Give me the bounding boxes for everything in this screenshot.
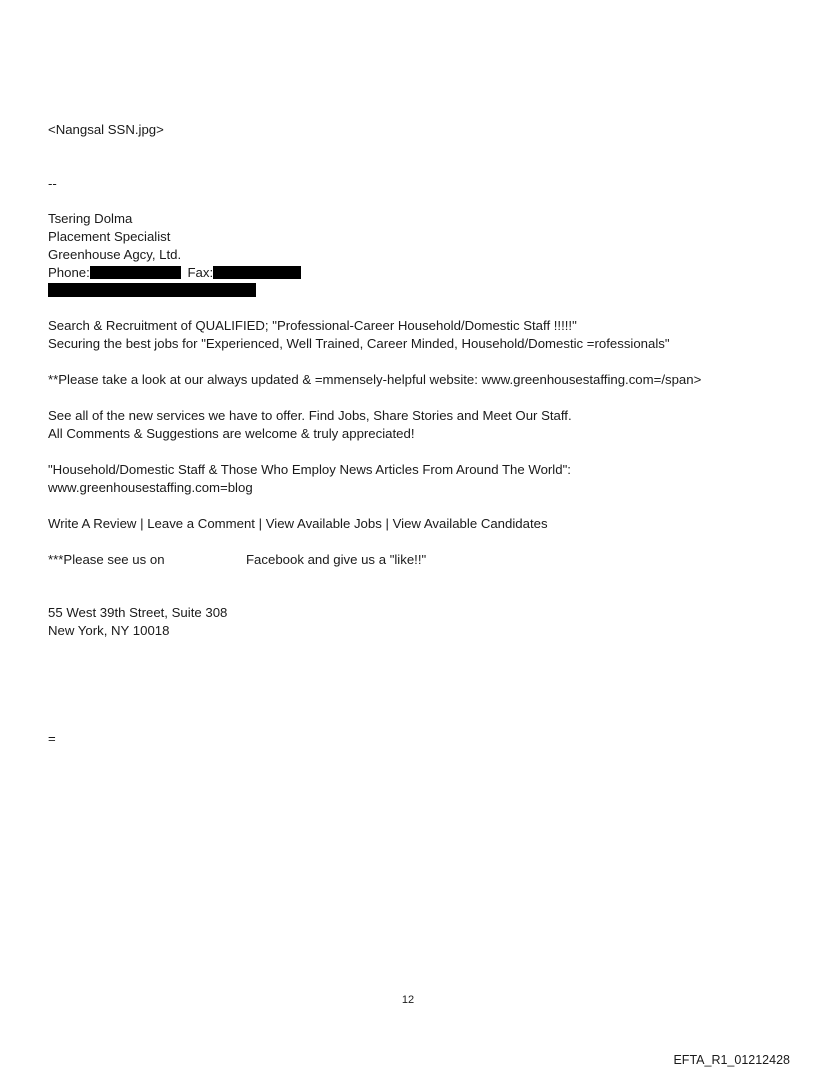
fax-redaction [213,266,301,279]
phone-label: Phone: [48,265,90,280]
facebook-line [48,551,165,569]
body-line-services: See all of the new services we have to offer. Find Jobs, Share Stories and Meet Our Staff. [48,408,572,423]
signature-company: Greenhouse Agcy, Ltd. [48,247,182,262]
link-view-jobs[interactable]: View Available Jobs [265,516,382,531]
facebook-prefix: ***Please see us on [48,552,165,567]
signature-separator: -- [48,176,57,191]
signature-title: Placement Specialist [48,229,171,244]
attachment-name: <Nangsal SSN.jpg> [48,122,164,137]
body-line-news: "Household/Domestic Staff & Those Who Employ News Articles From Around The World": [48,462,571,477]
body-line-securing: Securing the best jobs for "Experienced, Well Trained, Career Minded, Household/Domestic =rofessionals" [48,336,670,351]
page-number: 12 [401,994,415,1006]
links-row [48,515,548,533]
trailing-equals: = [48,731,56,746]
body-line-blog: www.greenhousestaffing.com=blog [48,480,253,495]
link-write-review[interactable]: Write A Review [48,516,137,531]
link-view-candidates[interactable]: View Available Candidates [392,516,548,531]
document-id: EFTA_R1_01212428 [673,1053,790,1067]
email-redaction [48,283,256,297]
facebook-suffix[interactable]: Facebook and give us a "like!!" [246,552,427,567]
link-separator: | [254,516,266,531]
body-line-comments: All Comments & Suggestions are welcome & truly appreciated! [48,426,415,441]
link-separator: | [381,516,393,531]
contact-line [48,264,301,282]
body-line-website: **Please take a look at our always updated & =mmensely-helpful website: www.greenhousestaffing.com=/span> [48,372,702,387]
phone-redaction [90,266,181,279]
link-separator: | [136,516,148,531]
fax-label: Fax: [187,265,214,280]
address-city: New York, NY 10018 [48,623,170,638]
body-line-recruitment: Search & Recruitment of QUALIFIED; "Professional-Career Household/Domestic Staff !!!!!" [48,318,577,333]
address-street: 55 West 39th Street, Suite 308 [48,605,228,620]
signature-name: Tsering Dolma [48,211,133,226]
link-leave-comment[interactable]: Leave a Comment [147,516,255,531]
